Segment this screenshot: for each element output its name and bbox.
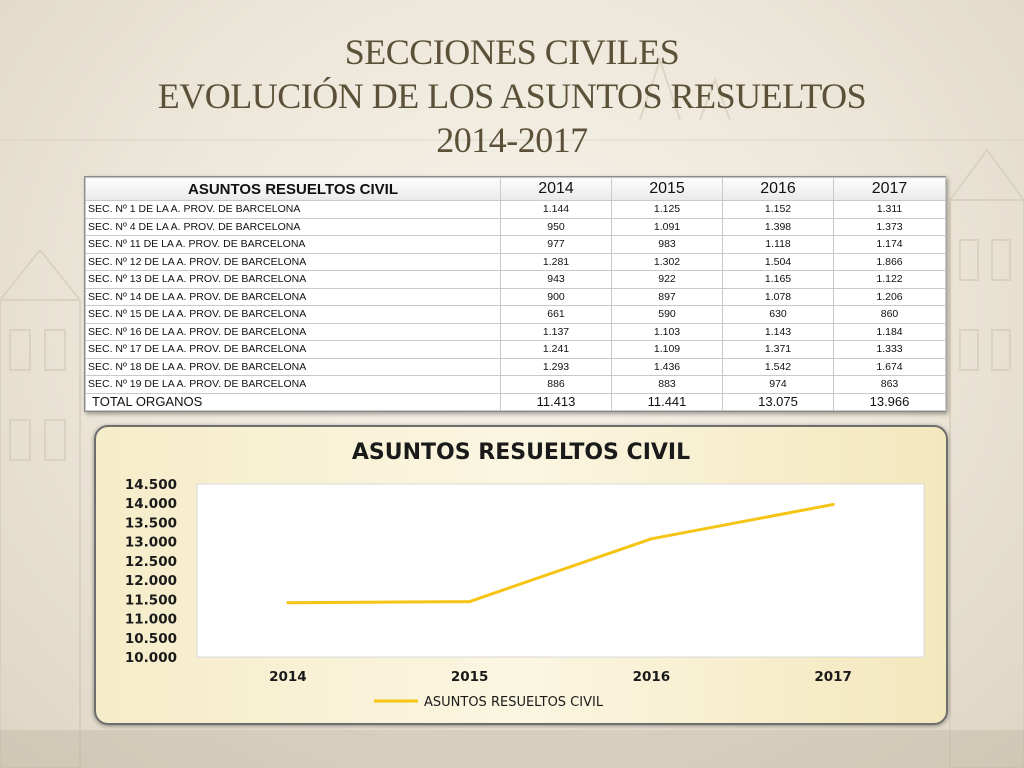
row-label: SEC. Nº 15 DE LA A. PROV. DE BARCELONA xyxy=(86,306,501,324)
x-tick-label: 2016 xyxy=(632,669,671,685)
row-label: SEC. Nº 1 DE LA A. PROV. DE BARCELONA xyxy=(86,201,501,219)
table-header-row xyxy=(86,178,946,201)
table-row xyxy=(86,288,946,306)
y-tick-label: 14.500 xyxy=(124,477,177,493)
y-tick-label: 11.000 xyxy=(124,611,177,628)
table-row xyxy=(86,271,946,289)
table-row xyxy=(86,201,946,219)
data-table xyxy=(84,176,946,412)
row-value: 860 xyxy=(834,306,946,324)
total-value: 13.075 xyxy=(723,393,834,410)
row-value: 1.091 xyxy=(612,218,723,236)
x-tick-label: 2014 xyxy=(269,669,307,685)
row-value: 1.373 xyxy=(834,218,946,236)
table-header-year: 2017 xyxy=(834,178,946,201)
row-label: SEC. Nº 14 DE LA A. PROV. DE BARCELONA xyxy=(86,288,501,306)
data-point xyxy=(468,600,471,603)
y-tick-label: 13.500 xyxy=(124,515,177,532)
table-total-row xyxy=(86,393,946,410)
row-value: 900 xyxy=(501,288,612,306)
row-value: 1.542 xyxy=(723,358,834,376)
row-value: 1.144 xyxy=(501,201,612,219)
row-value: 1.504 xyxy=(723,253,834,271)
row-label: SEC. Nº 18 DE LA A. PROV. DE BARCELONA xyxy=(86,358,501,376)
row-value: 977 xyxy=(501,236,612,254)
y-tick-label: 10.000 xyxy=(124,650,177,666)
row-value: 1.137 xyxy=(501,323,612,341)
row-value: 922 xyxy=(612,271,723,289)
table-row xyxy=(86,376,946,394)
row-label: SEC. Nº 12 DE LA A. PROV. DE BARCELONA xyxy=(86,253,501,271)
row-value: 590 xyxy=(612,306,723,324)
table-row xyxy=(86,218,946,236)
table-row xyxy=(86,236,946,254)
row-value: 1.674 xyxy=(834,358,946,376)
row-value: 1.293 xyxy=(501,358,612,376)
table-header-year: 2016 xyxy=(723,178,834,201)
row-value: 1.436 xyxy=(612,358,723,376)
line-chart xyxy=(96,427,946,723)
row-label: SEC. Nº 17 DE LA A. PROV. DE BARCELONA xyxy=(86,341,501,359)
row-value: 1.078 xyxy=(723,288,834,306)
y-tick-label: 12.000 xyxy=(124,573,177,590)
row-value: 1.109 xyxy=(612,341,723,359)
table-row xyxy=(86,341,946,359)
row-value: 1.311 xyxy=(834,201,946,219)
row-value: 983 xyxy=(612,236,723,254)
row-value: 661 xyxy=(501,306,612,324)
data-point xyxy=(650,537,653,540)
row-value: 1.398 xyxy=(723,218,834,236)
data-point xyxy=(832,503,835,506)
y-tick-label: 12.500 xyxy=(124,553,177,570)
total-value: 11.413 xyxy=(501,393,612,410)
row-value: 1.302 xyxy=(612,253,723,271)
row-value: 1.371 xyxy=(723,341,834,359)
chart-panel xyxy=(94,425,948,725)
total-label: TOTAL ORGANOS xyxy=(86,393,501,410)
title-line-1: SECCIONES CIVILES xyxy=(344,32,680,72)
row-value: 630 xyxy=(723,306,834,324)
table-header-title: ASUNTOS RESUELTOS CIVIL xyxy=(86,178,501,201)
total-value: 13.966 xyxy=(834,393,946,410)
row-value: 1.118 xyxy=(723,236,834,254)
title-line-3: 2014-2017 xyxy=(436,120,588,160)
row-value: 1.122 xyxy=(834,271,946,289)
row-value: 950 xyxy=(501,218,612,236)
row-label: SEC. Nº 19 DE LA A. PROV. DE BARCELONA xyxy=(86,376,501,394)
title-line-2: EVOLUCIÓN DE LOS ASUNTOS RESUELTOS xyxy=(157,76,867,116)
row-label: SEC. Nº 16 DE LA A. PROV. DE BARCELONA xyxy=(86,323,501,341)
row-value: 943 xyxy=(501,271,612,289)
row-value: 1.206 xyxy=(834,288,946,306)
table-row xyxy=(86,253,946,271)
legend-label: ASUNTOS RESUELTOS CIVIL xyxy=(424,695,604,710)
row-label: SEC. Nº 13 DE LA A. PROV. DE BARCELONA xyxy=(86,271,501,289)
table-header-year: 2015 xyxy=(612,178,723,201)
row-value: 1.152 xyxy=(723,201,834,219)
row-value: 1.866 xyxy=(834,253,946,271)
y-tick-label: 10.500 xyxy=(124,630,177,647)
total-value: 11.441 xyxy=(612,393,723,410)
data-point xyxy=(286,601,289,604)
row-value: 886 xyxy=(501,376,612,394)
row-value: 863 xyxy=(834,376,946,394)
row-value: 1.241 xyxy=(501,341,612,359)
row-value: 883 xyxy=(612,376,723,394)
row-value: 1.103 xyxy=(612,323,723,341)
table-row xyxy=(86,358,946,376)
table-header-year: 2014 xyxy=(501,178,612,201)
table-row xyxy=(86,323,946,341)
chart-title: ASUNTOS RESUELTOS CIVIL xyxy=(351,440,691,465)
row-value: 1.125 xyxy=(612,201,723,219)
row-label: SEC. Nº 4 DE LA A. PROV. DE BARCELONA xyxy=(86,218,501,236)
row-value: 1.174 xyxy=(834,236,946,254)
page-title xyxy=(0,30,1024,162)
x-tick-label: 2015 xyxy=(450,669,489,685)
row-value: 1.333 xyxy=(834,341,946,359)
row-value: 974 xyxy=(723,376,834,394)
x-tick-label: 2017 xyxy=(814,669,852,685)
row-value: 1.184 xyxy=(834,323,946,341)
y-tick-label: 11.500 xyxy=(124,592,177,609)
table-row xyxy=(86,306,946,324)
row-value: 1.281 xyxy=(501,253,612,271)
row-value: 897 xyxy=(612,288,723,306)
y-tick-label: 13.000 xyxy=(124,534,177,551)
row-value: 1.165 xyxy=(723,271,834,289)
y-tick-label: 14.000 xyxy=(124,496,177,513)
row-label: SEC. Nº 11 DE LA A. PROV. DE BARCELONA xyxy=(86,236,501,254)
row-value: 1.143 xyxy=(723,323,834,341)
